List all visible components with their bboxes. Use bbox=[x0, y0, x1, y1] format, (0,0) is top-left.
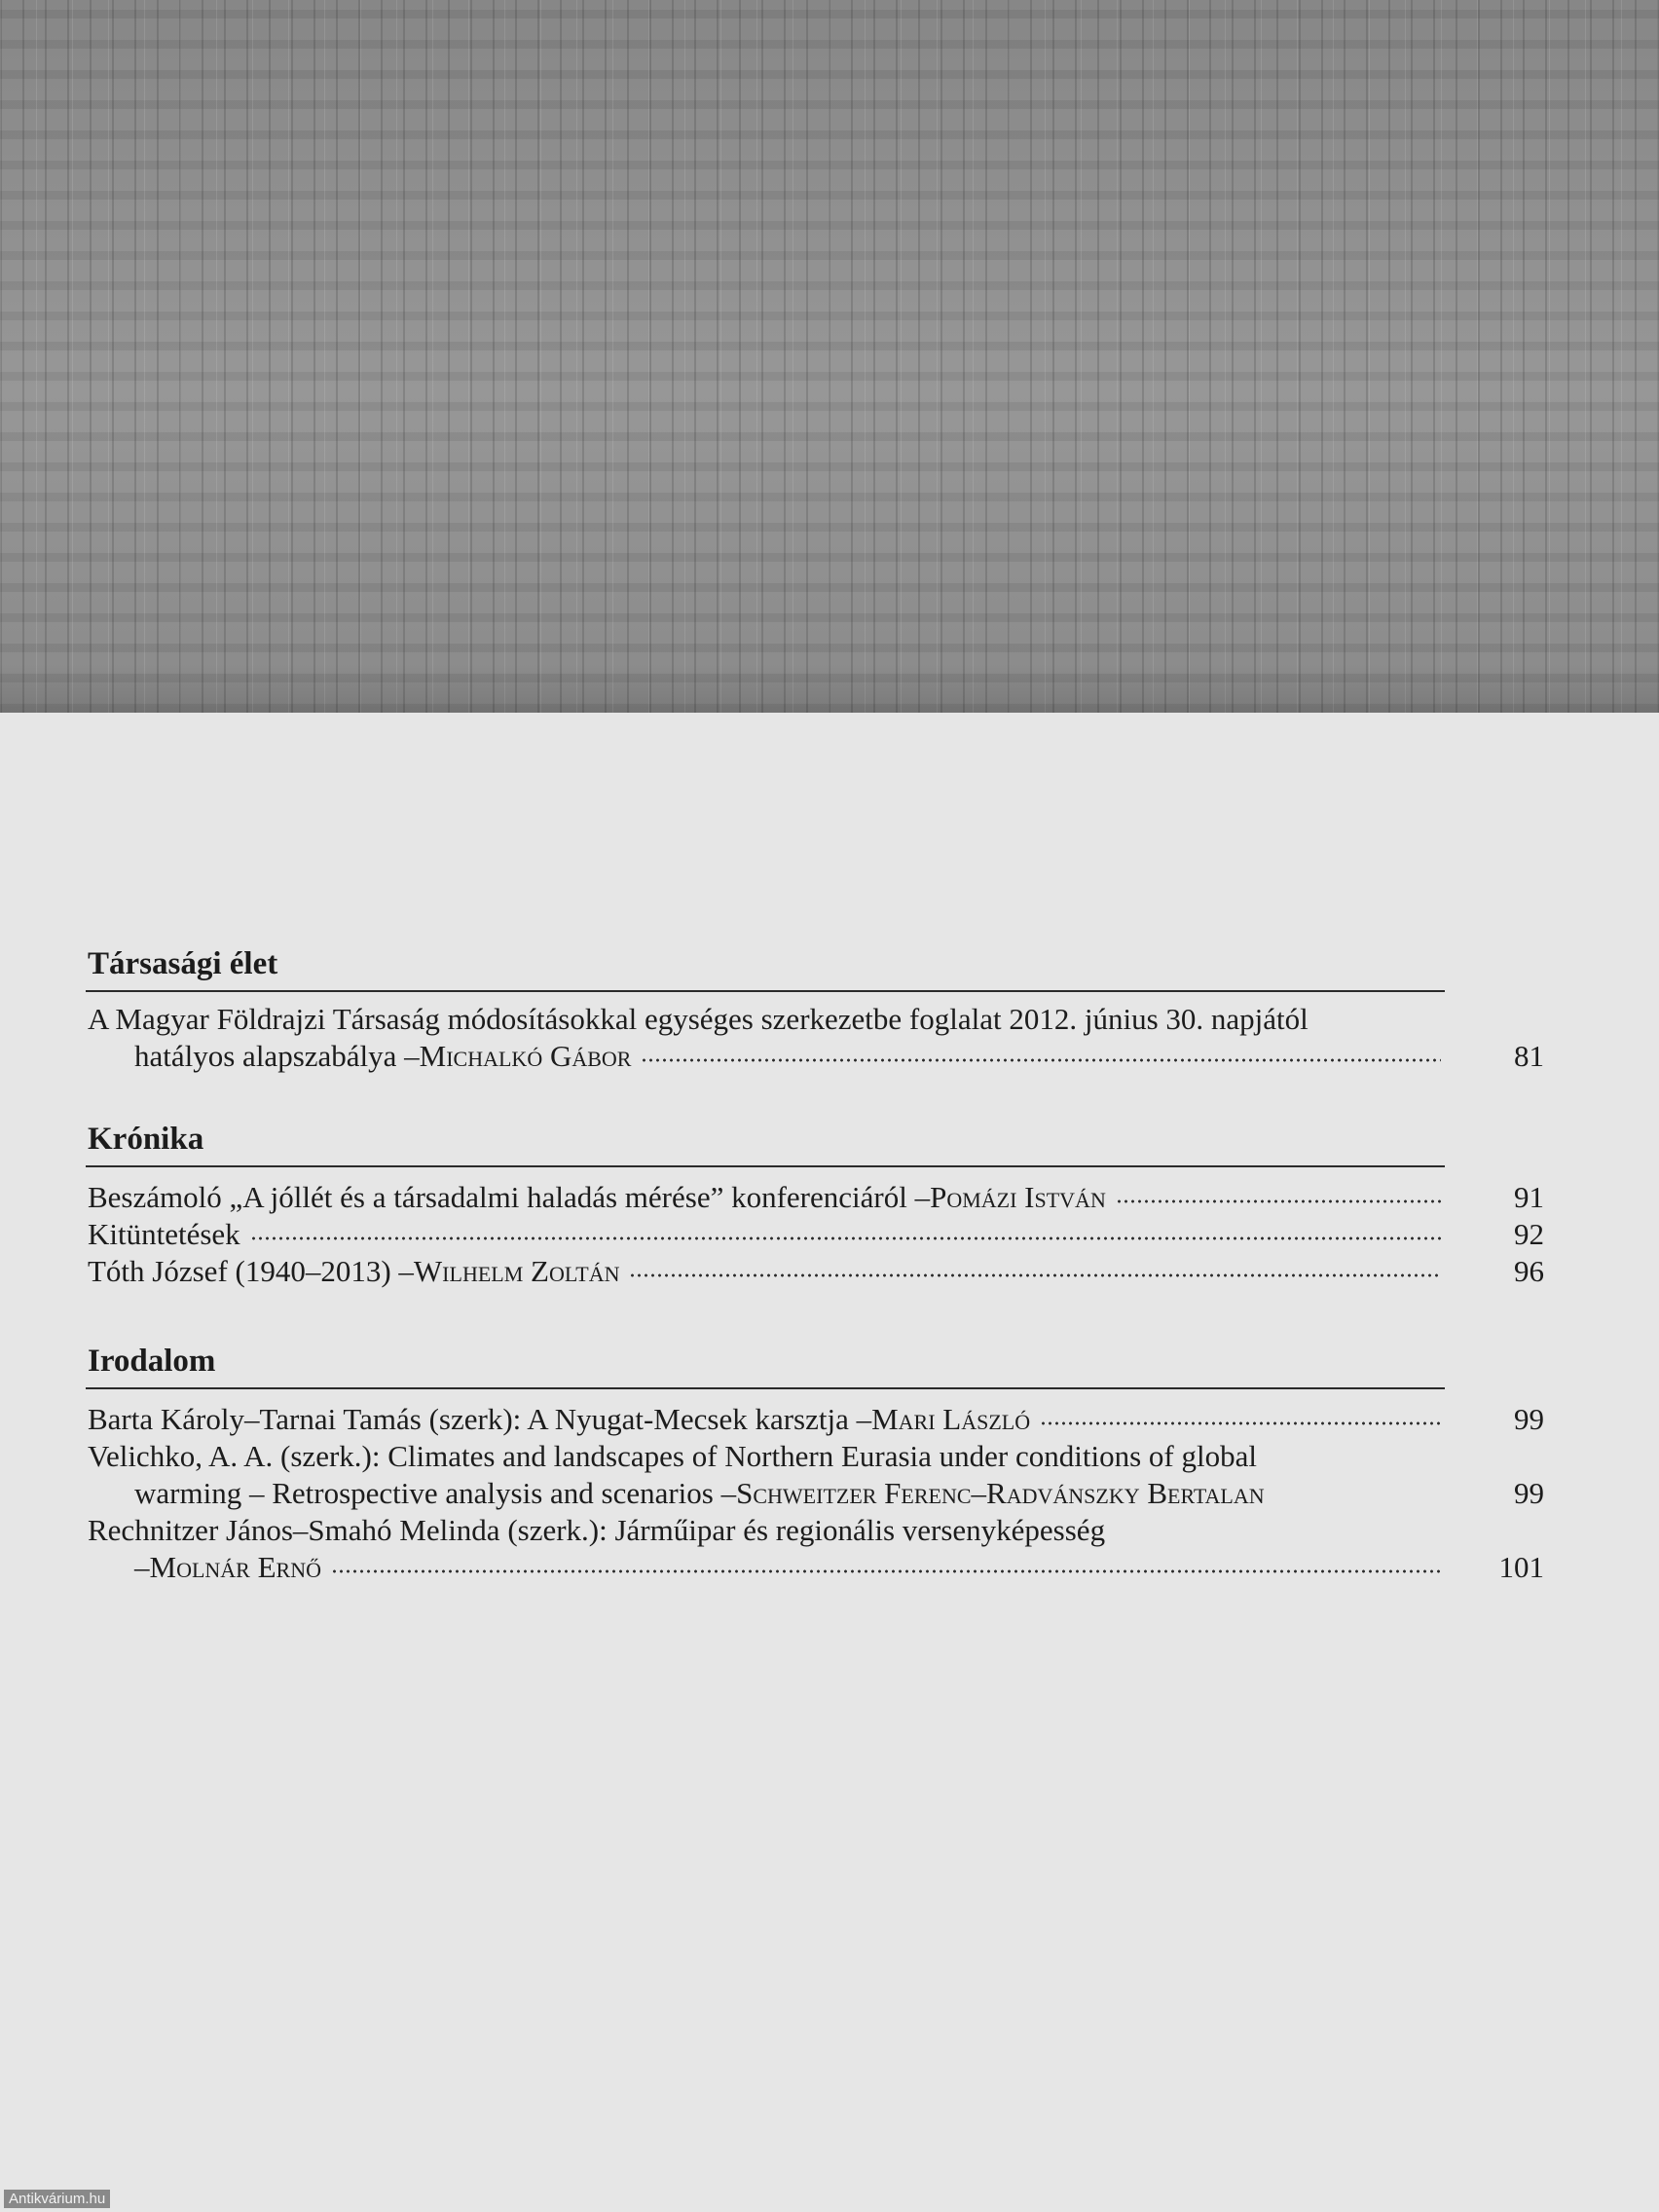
entry-page-number: 81 bbox=[1514, 1039, 1544, 1073]
section-rule bbox=[86, 1387, 1445, 1389]
entry-title-line: Barta Károly–Tarnai Tamás (szerk): A Nyugat-Mecsek karsztja – Mari László bbox=[88, 1401, 1441, 1438]
dot-leader bbox=[331, 1568, 1441, 1574]
entry-title-line2: warming – Retrospective analysis and scenarios – Schweitzer Ferenc–Radvánszky Bertalan bbox=[134, 1476, 1265, 1510]
entry-title-line: Kitüntetések bbox=[88, 1216, 1441, 1253]
entry-title-line: Tóth József (1940–2013) – Wilhelm Zoltán bbox=[88, 1253, 1441, 1290]
entry-title-line1: Velichko, A. A. (szerk.): Climates and landscapes of Northern Eurasia under conditions of global bbox=[88, 1439, 1257, 1473]
entry-page-number: 99 bbox=[1514, 1476, 1544, 1510]
entry-page-number: 99 bbox=[1514, 1402, 1544, 1436]
entry-author: Michalkó Gábor bbox=[419, 1039, 632, 1073]
entry-title-line: Beszámoló „A jóllét és a társadalmi haladás mérése” konferenciáról – Pomázi István bbox=[88, 1179, 1441, 1216]
dot-leader bbox=[629, 1272, 1441, 1278]
section-rule bbox=[86, 990, 1445, 992]
cover-texture-band bbox=[0, 0, 1659, 713]
entry-author: Molnár Ernő bbox=[149, 1550, 321, 1584]
dot-leader bbox=[1040, 1420, 1441, 1426]
entry-title-line1: A Magyar Földrajzi Társaság módosításokkal egységes szerkezetbe foglalat 2012. június 30. napjától bbox=[88, 1002, 1309, 1036]
source-watermark: Antikvárium.hu bbox=[4, 2190, 110, 2208]
section-title: Irodalom bbox=[88, 1344, 216, 1379]
entry-page-number: 91 bbox=[1514, 1180, 1544, 1214]
dot-leader bbox=[250, 1235, 1441, 1241]
entry-title-line1: Rechnitzer János–Smahó Melinda (szerk.): Járműipar és regionális versenyképesség bbox=[88, 1513, 1106, 1547]
entry-page-number: 101 bbox=[1498, 1550, 1544, 1584]
entry-title-line2: – Molnár Ernő bbox=[134, 1549, 1441, 1586]
section-title: Társasági élet bbox=[88, 946, 278, 981]
entry-author: Pomázi István bbox=[930, 1180, 1106, 1214]
entry-author: Mari László bbox=[871, 1402, 1031, 1436]
section-title: Krónika bbox=[88, 1122, 204, 1157]
entry-author: Wilhelm Zoltán bbox=[413, 1254, 620, 1288]
entry-title-line2: hatályos alapszabálya – Michalkó Gábor bbox=[134, 1038, 1441, 1075]
entry-page-number: 92 bbox=[1514, 1217, 1544, 1251]
dot-leader bbox=[1116, 1198, 1441, 1204]
entry-page-number: 96 bbox=[1514, 1254, 1544, 1288]
dot-leader bbox=[641, 1057, 1441, 1063]
section-rule bbox=[86, 1165, 1445, 1167]
entry-author: Schweitzer Ferenc–Radvánszky Bertalan bbox=[736, 1476, 1265, 1510]
